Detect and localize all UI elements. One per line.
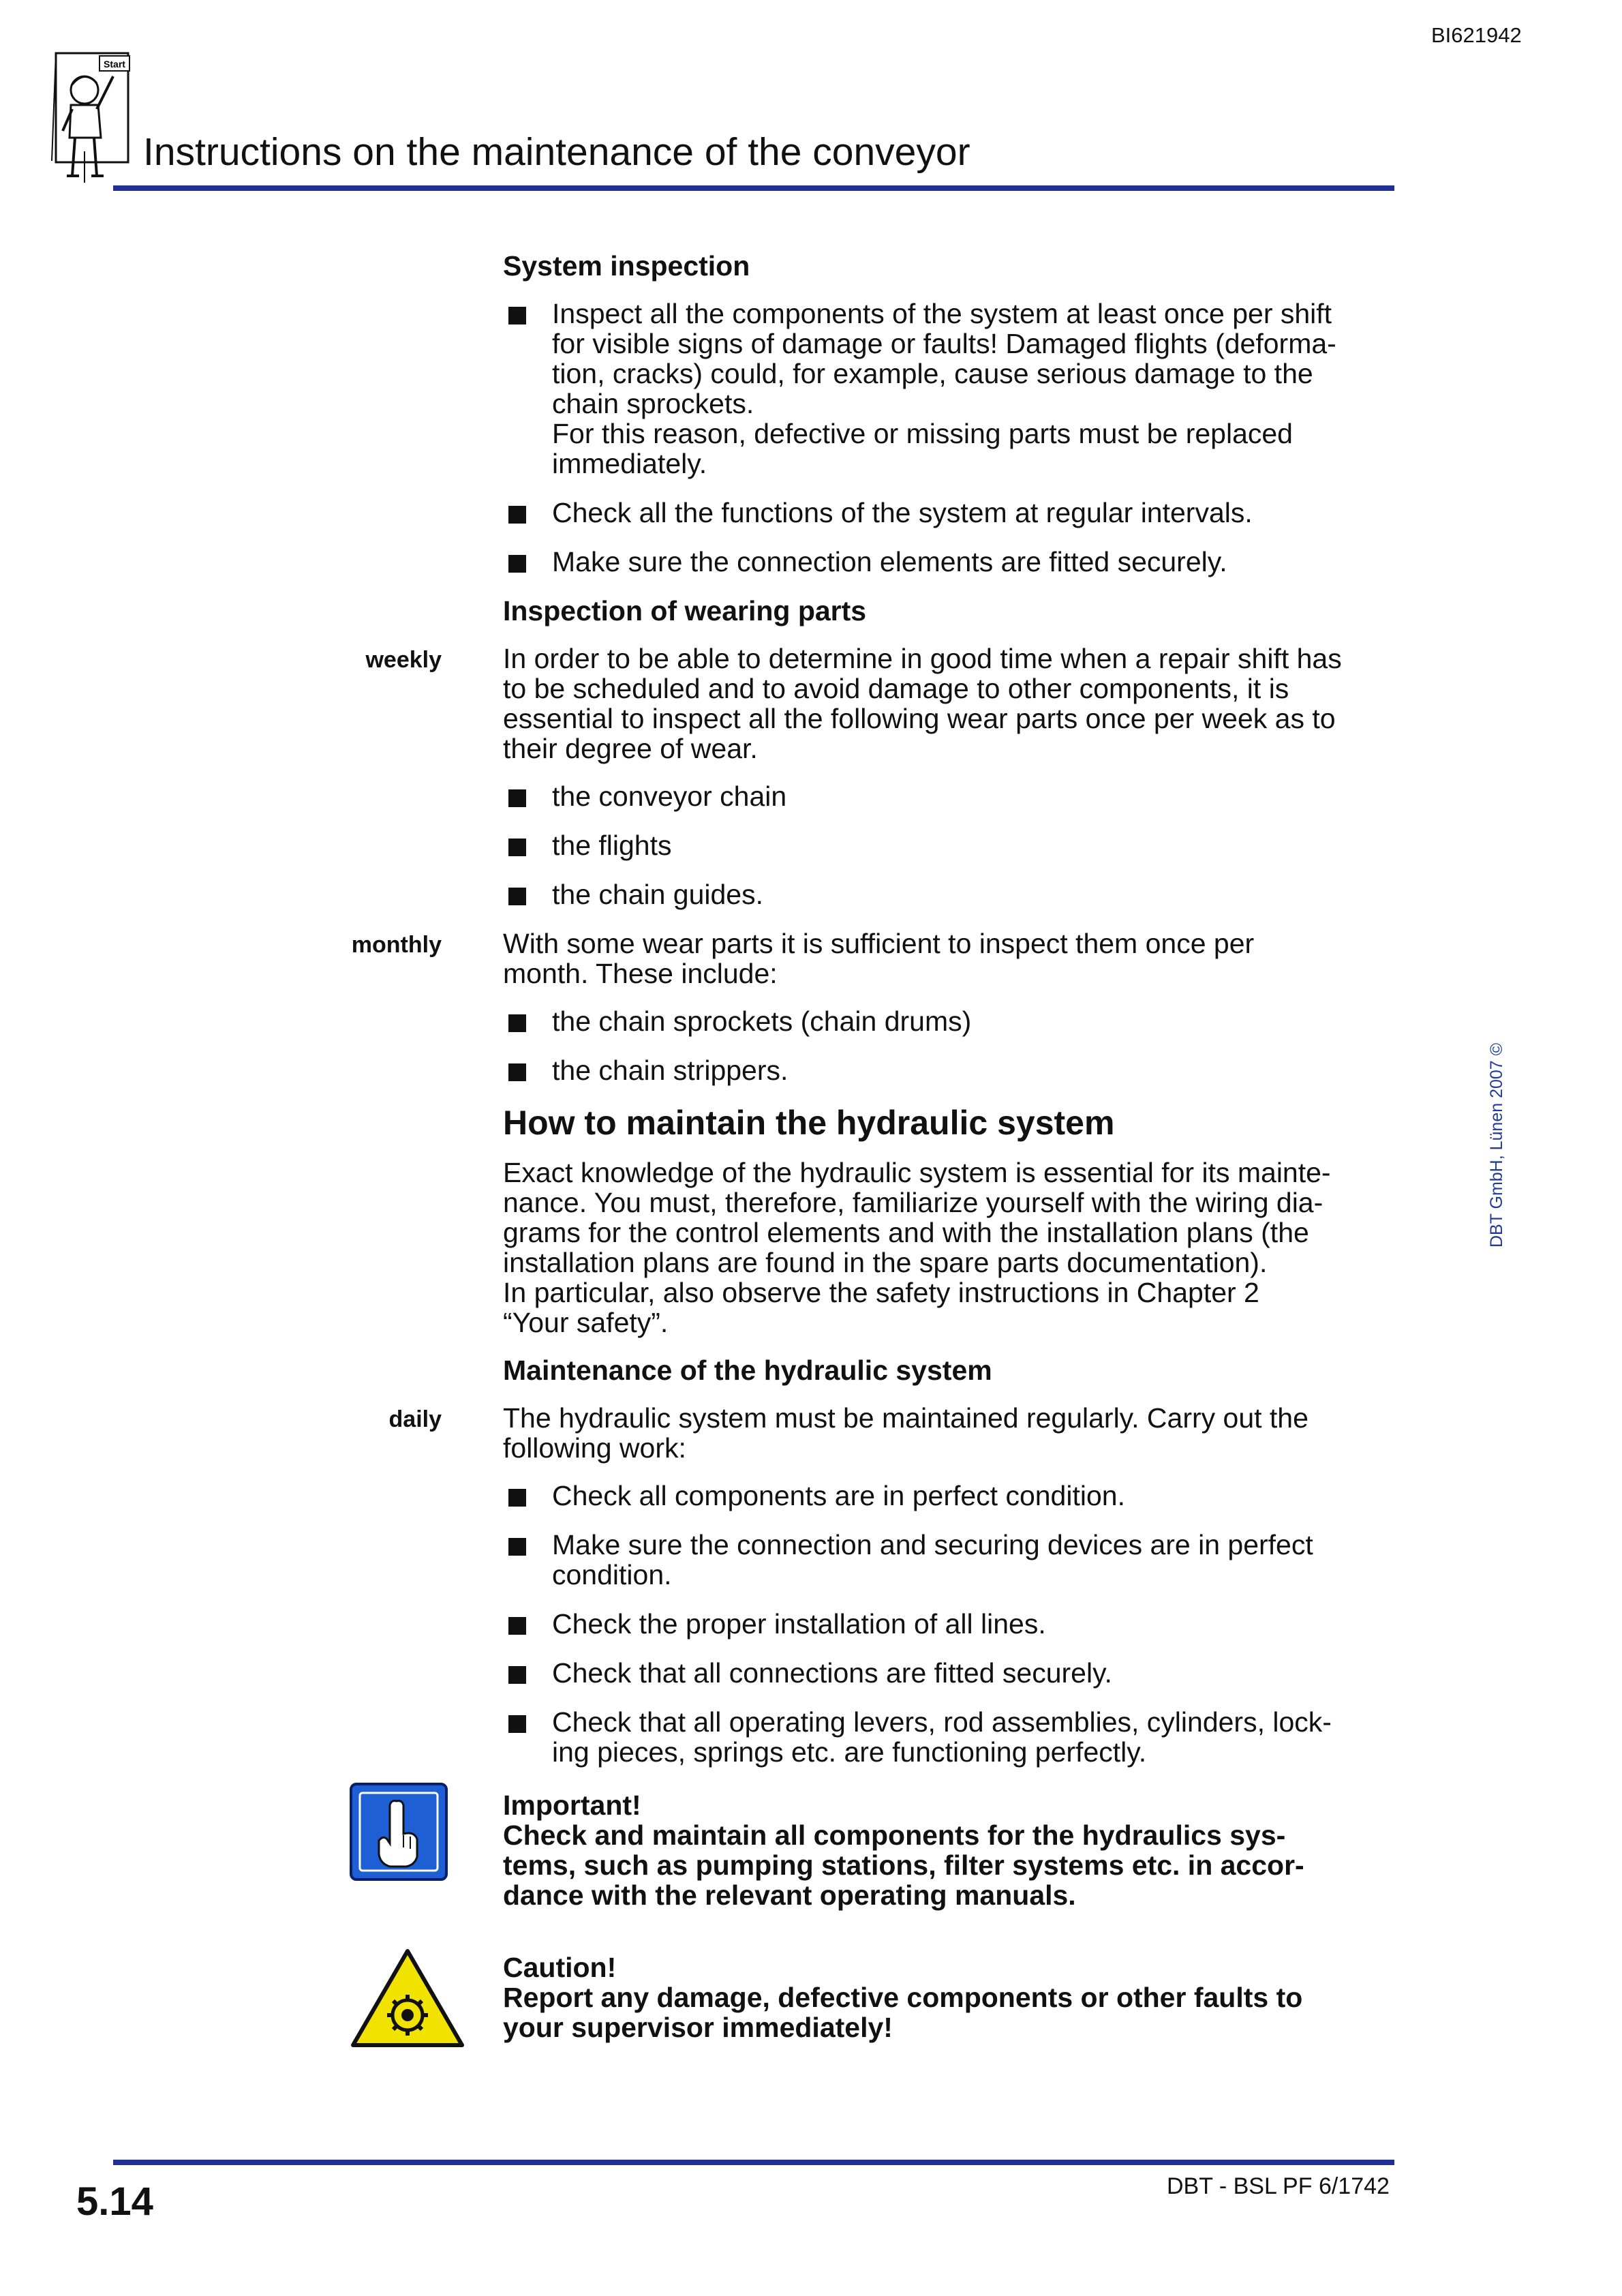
weekly-label: weekly xyxy=(365,647,442,673)
monthly-label: monthly xyxy=(351,932,442,958)
list-line: Check all the functions of the system at regular intervals. xyxy=(552,497,1253,528)
copyright-notice: DBT GmbH, Lünen 2007 © xyxy=(1487,1042,1506,1248)
bullet-square-icon xyxy=(508,1666,526,1684)
list-line: ing pieces, springs etc. are functioning perfectly. xyxy=(552,1736,1147,1768)
content-column xyxy=(351,250,1396,2085)
hydraulic-heading: How to maintain the hydraulic system xyxy=(503,1104,1115,1142)
list-item xyxy=(503,879,1396,909)
list-line: Check the proper installation of all lines. xyxy=(552,1608,1046,1640)
para-line: essential to inspect all the following wear parts once per week as to xyxy=(503,703,1336,734)
note-line: Check and maintain all components for the hydraulics sys- xyxy=(503,1819,1286,1851)
monthly-block xyxy=(351,928,1396,989)
list-line: For this reason, defective or missing parts must be replaced xyxy=(552,418,1293,449)
weekly-paragraph xyxy=(503,644,1396,764)
caution-note xyxy=(503,1952,1396,2042)
bullet-square-icon xyxy=(508,839,526,856)
list-item xyxy=(503,1658,1396,1688)
para-line: nance. You must, therefore, familiarize yourself with the wiring dia- xyxy=(503,1187,1323,1218)
hydraulic-intro xyxy=(503,1158,1396,1338)
bullet-square-icon xyxy=(508,888,526,905)
bullet-square-icon xyxy=(508,789,526,807)
list-text: the chain strippers. xyxy=(552,1055,789,1086)
page-number: 5.14 xyxy=(76,2179,153,2224)
important-note xyxy=(503,1790,1396,1910)
list-item xyxy=(503,1609,1396,1639)
list-item xyxy=(503,781,1396,811)
start-figure-logo xyxy=(49,49,138,183)
note-line: tems, such as pumping stations, filter systems etc. in accor- xyxy=(503,1849,1304,1881)
para-line: Exact knowledge of the hydraulic system is essential for its mainte- xyxy=(503,1157,1331,1188)
list-item xyxy=(503,1530,1396,1590)
note-line: dance with the relevant operating manuals. xyxy=(503,1879,1076,1911)
bullet-square-icon xyxy=(508,555,526,573)
list-line: Check all components are in perfect condition. xyxy=(552,1480,1125,1511)
list-line: tion, cracks) could, for example, cause serious damage to the xyxy=(552,358,1313,389)
list-line: Check that all operating levers, rod assemblies, cylinders, lock- xyxy=(552,1706,1332,1738)
bullet-square-icon xyxy=(508,1014,526,1032)
wearing-parts-heading: Inspection of wearing parts xyxy=(503,595,867,626)
list-line: Inspect all the components of the system at least once per shift xyxy=(552,298,1332,329)
para-line: installation plans are found in the spare parts documentation). xyxy=(503,1247,1268,1278)
para-line: The hydraulic system must be maintained regularly. Carry out the xyxy=(503,1402,1309,1434)
monthly-paragraph xyxy=(503,928,1396,988)
para-line: With some wear parts it is sufficient to inspect them once per xyxy=(503,928,1255,959)
footer-rule xyxy=(113,2160,1394,2165)
para-line: “Your safety”. xyxy=(503,1307,669,1338)
para-line: their degree of wear. xyxy=(503,733,758,764)
daily-block xyxy=(388,1402,1396,1464)
list-item xyxy=(503,299,1396,479)
list-line: Make sure the connection and securing devices are in perfect xyxy=(552,1529,1313,1560)
weekly-list xyxy=(503,781,1396,909)
bullet-square-icon xyxy=(508,1715,526,1733)
list-line: for visible signs of damage or faults! Damaged flights (deforma- xyxy=(552,328,1336,359)
svg-text:Start: Start xyxy=(104,59,125,70)
note-line: your supervisor immediately! xyxy=(503,2012,893,2043)
bullet-square-icon xyxy=(508,1489,526,1507)
para-line: In order to be able to determine in good time when a repair shift has xyxy=(503,643,1342,674)
header-rule xyxy=(113,185,1394,191)
list-text: the conveyor chain xyxy=(552,781,787,812)
daily-paragraph xyxy=(503,1403,1396,1463)
para-line: to be scheduled and to avoid damage to other components, it is xyxy=(503,673,1289,704)
list-item xyxy=(503,498,1396,528)
monthly-list xyxy=(503,1006,1396,1085)
list-line: condition. xyxy=(552,1559,672,1590)
list-text: the chain sprockets (chain drums) xyxy=(552,1006,972,1037)
list-line: Make sure the connection elements are fitted securely. xyxy=(552,546,1227,577)
list-item xyxy=(503,1707,1396,1767)
hydraulic-maintenance-heading: Maintenance of the hydraulic system xyxy=(503,1355,992,1386)
system-inspection-heading: System inspection xyxy=(503,250,750,282)
document-id: BI621942 xyxy=(1431,23,1522,47)
bullet-square-icon xyxy=(508,307,526,324)
note-title: Caution! xyxy=(503,1952,617,1983)
list-item xyxy=(503,1055,1396,1085)
para-line: In particular, also observe the safety instructions in Chapter 2 xyxy=(503,1277,1259,1308)
para-line: grams for the control elements and with the installation plans (the xyxy=(503,1217,1309,1248)
daily-list xyxy=(503,1481,1396,1767)
list-item xyxy=(503,547,1396,577)
list-text: the chain guides. xyxy=(552,879,764,910)
bullet-square-icon xyxy=(508,1538,526,1556)
note-line: Report any damage, defective components or other faults to xyxy=(503,1982,1303,2013)
footer-reference: DBT - BSL PF 6/1742 xyxy=(1167,2173,1390,2199)
list-item xyxy=(503,1006,1396,1036)
list-item xyxy=(503,1481,1396,1511)
pointing-hand-icon xyxy=(349,1782,448,1882)
para-line: following work: xyxy=(503,1432,686,1464)
list-line: Check that all connections are fitted securely. xyxy=(552,1657,1112,1689)
daily-label: daily xyxy=(388,1406,442,1432)
list-text: the flights xyxy=(552,830,672,861)
note-title: Important! xyxy=(503,1789,641,1821)
list-item xyxy=(503,830,1396,860)
para-line: month. These include: xyxy=(503,958,778,989)
list-line: chain sprockets. xyxy=(552,388,754,419)
list-line: immediately. xyxy=(552,448,707,479)
system-inspection-list xyxy=(503,299,1396,577)
warning-gear-icon xyxy=(349,1947,466,2049)
page-title: Instructions on the maintenance of the conveyor xyxy=(143,130,970,174)
bullet-square-icon xyxy=(508,506,526,524)
weekly-block xyxy=(365,643,1396,764)
bullet-square-icon xyxy=(508,1617,526,1635)
bullet-square-icon xyxy=(508,1063,526,1081)
